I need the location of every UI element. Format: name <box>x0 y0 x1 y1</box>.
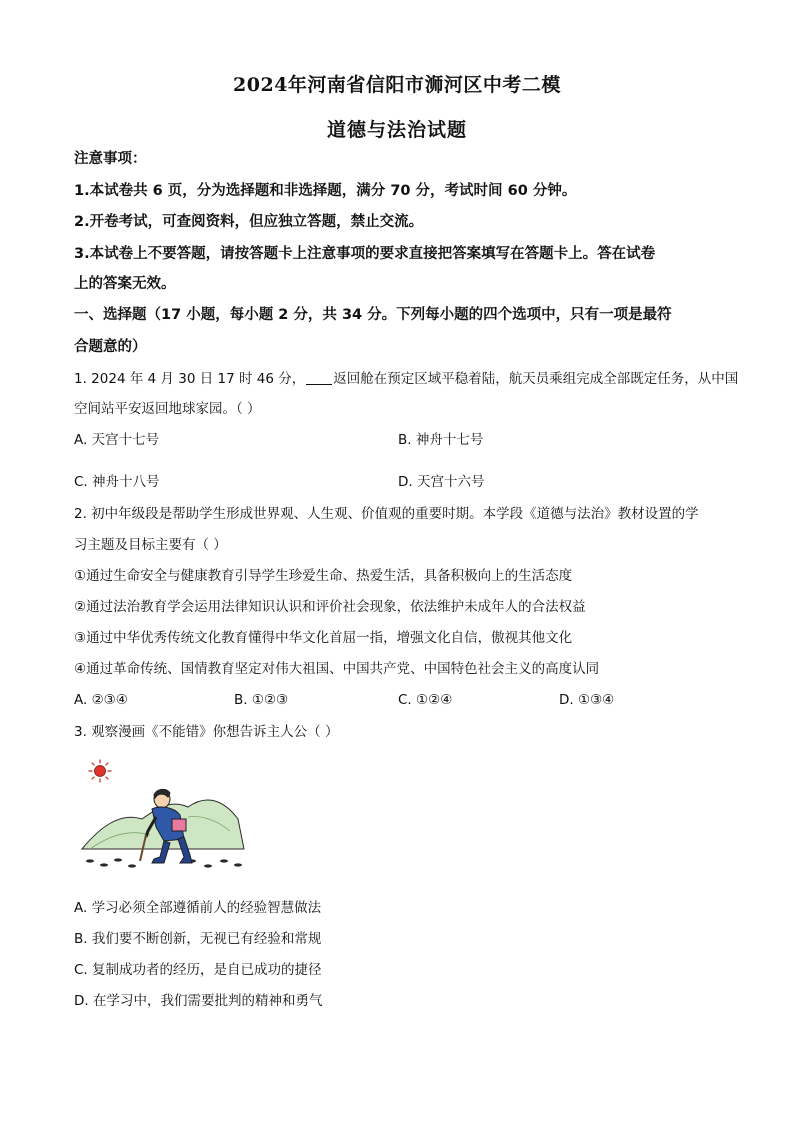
q1-option-a: A. 天宫十七号 <box>74 432 160 448</box>
notes-item-2: 2.开卷考试，可查阅资料，但应独立答题，禁止交流。 <box>74 214 424 230</box>
cartoon-image <box>80 757 246 879</box>
q3-option-d: D. 在学习中，我们需要批判的精神和勇气 <box>74 993 323 1009</box>
q1-stem-line-1 <box>74 369 739 389</box>
exam-title: 2024年河南省信阳市浉河区中考二模 <box>233 74 561 96</box>
section-heading-line-2: 合题意的） <box>74 339 147 355</box>
q3-option-c: C. 复制成功者的经历，是自已成功的捷径 <box>74 962 322 978</box>
q3-stem: 3. 观察漫画《不能错》你想告诉主人公（ ） <box>74 724 339 740</box>
q2-option-c: C. ①②④ <box>398 692 453 708</box>
exam-subtitle: 道德与法治试题 <box>326 119 467 141</box>
sun-icon <box>89 760 111 782</box>
q2-option-d: D. ①③④ <box>559 692 615 708</box>
q3-option-a: A. 学习必须全部遵循前人的经验智慧做法 <box>74 900 322 916</box>
q1-stem-part-b: 返回舱在预定区域平稳着陆，航天员乘组完成全部既定任务，从中国 <box>333 371 739 387</box>
q2-stem-line-1: 2. 初中年级段是帮助学生形成世界观、人生观、价值观的重要时期。本学段《道德与法治》教材设置的学 <box>74 506 699 522</box>
q2-statement-4: ④通过革命传统、国情教育坚定对伟大祖国、中国共产党、中国特色社会主义的高度认同 <box>74 661 600 677</box>
notes-item-3-line-2: 上的答案无效。 <box>74 276 176 292</box>
q1-stem-part-a: 1. 2024 年 4 月 30 日 17 时 46 分， <box>74 371 306 387</box>
notes-item-3-line-1: 3.本试卷上不要答题，请按答题卡上注意事项的要求直接把答案填写在答题卡上。答在试卷 <box>74 246 656 262</box>
q1-answer-blank <box>306 370 332 385</box>
q3-option-b: B. 我们要不断创新，无视已有经验和常规 <box>74 931 322 947</box>
q2-option-b: B. ①②③ <box>234 692 289 708</box>
notes-item-1: 1.本试卷共 6 页，分为选择题和非选择题，满分 70 分，考试时间 60 分钟。 <box>74 183 577 199</box>
q1-option-b: B. 神舟十七号 <box>398 432 484 448</box>
q2-stem-line-2: 习主题及目标主要有（ ） <box>74 537 227 553</box>
q2-statement-1: ①通过生命安全与健康教育引导学生珍爱生命、热爱生活，具备积极向上的生活态度 <box>74 568 573 584</box>
q1-option-d: D. 天宫十六号 <box>398 474 485 490</box>
q2-statement-2: ②通过法治教育学会运用法律知识认识和评价社会现象，依法维护未成年人的合法权益 <box>74 599 586 615</box>
notes-heading: 注意事项： <box>74 151 147 167</box>
q1-stem-line-2: 空间站平安返回地球家园。（ ） <box>74 401 261 417</box>
q2-option-a: A. ②③④ <box>74 692 128 708</box>
q2-statement-3: ③通过中华优秀传统文化教育懂得中华文化首屈一指，增强文化自信，傲视其他文化 <box>74 630 573 646</box>
section-heading-line-1: 一、选择题（17 小题，每小题 2 分，共 34 分。下列每小题的四个选项中，只有一项是最符 <box>74 307 672 323</box>
q1-option-c: C. 神舟十八号 <box>74 474 160 490</box>
